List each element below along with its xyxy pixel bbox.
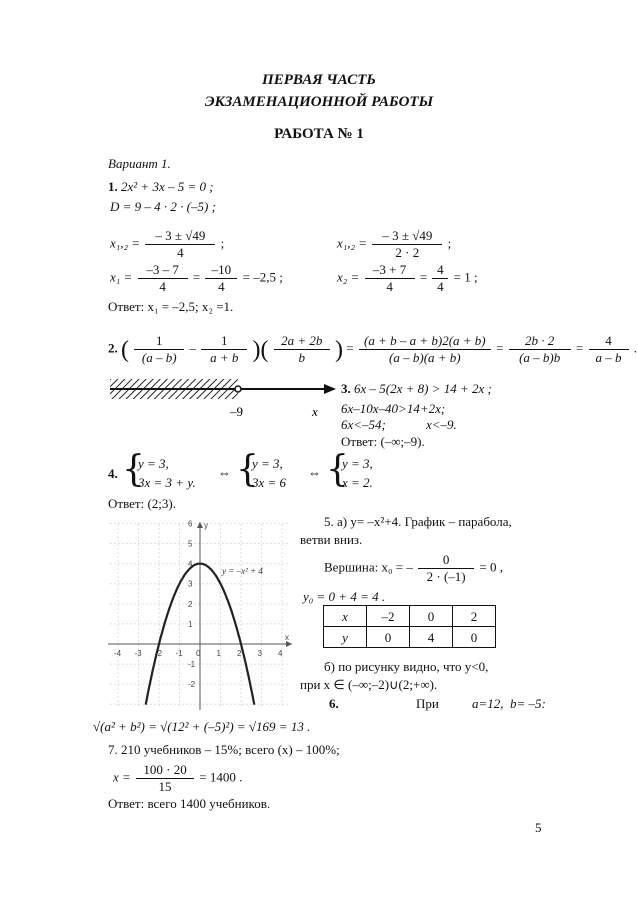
task1-eq: 1. 2x² + 3x – 5 = 0 ;: [108, 179, 214, 194]
graph-y-tick: 6: [188, 519, 193, 529]
task5-b-line2: при x ∈ (–∞;–2)∪(2;+∞).: [300, 677, 438, 692]
graph-y-arrow: [197, 522, 203, 528]
task7-formula: x = $\frac{100 \cdot 20}{15}$ = 1400 .: [113, 762, 243, 795]
task4-s2-a: y = 3,: [252, 456, 283, 471]
task1-x2: x₂ = $\frac{-3 + 7}{4}$ = $\frac{4}{4}$ = 1 ;: [337, 262, 478, 295]
graph-x-tick: 1: [216, 649, 221, 658]
graph-x-tick: 2: [237, 649, 242, 658]
task4-s3-a: y = 3,: [342, 456, 373, 471]
task5-y0: y₀ = 0 + 4 = 4 .: [303, 589, 386, 604]
task6-a-text: При: [416, 696, 439, 711]
task6-line: √(a² + b²) = √(12² + (–5)²) = √169 = 13 .: [93, 719, 311, 734]
table-cell: 4: [410, 627, 453, 648]
task5-line1: 5. а) y= –x²+4. График – парабола,: [324, 514, 512, 529]
graph-y-tick: -1: [188, 660, 196, 670]
task4-answer: Ответ: (2;3).: [108, 496, 176, 511]
graph-x-tick: -3: [134, 649, 142, 658]
system-brace-2: {: [236, 449, 259, 490]
system-brace-3: {: [326, 449, 349, 490]
table-cell: 0: [453, 627, 496, 648]
graph-x-tick: -1: [175, 649, 183, 658]
axis-arrow: [324, 384, 336, 394]
page-number: 5: [535, 820, 542, 835]
task3-line3b: x<–9.: [426, 417, 457, 432]
table-cell: y: [324, 627, 367, 648]
graph-formula: y = –x² + 4: [222, 566, 263, 576]
task7-answer: Ответ: всего 1400 учебников.: [108, 796, 271, 811]
table-cell: x: [324, 606, 367, 627]
task1-discriminant: D = 9 – 4 · 2 · (–5) ;: [110, 199, 216, 214]
graph-x-tick: -2: [155, 649, 163, 658]
system-brace-1: {: [122, 449, 145, 490]
task5-vertex: Вершина: x₀ = – $\frac{0}{2 \cdot (-1)}$ = 0 ,: [324, 552, 503, 585]
task4-s3-b: x = 2.: [342, 475, 373, 490]
table-cell: –2: [367, 606, 410, 627]
table-row: [324, 627, 496, 648]
graph-x-ticks: [114, 649, 283, 658]
graph-x-tick: 4: [278, 649, 283, 658]
values-table: [323, 605, 496, 648]
graph-y-tick: 1: [188, 619, 193, 629]
graph-y-tick: 3: [188, 579, 193, 589]
parabola-graph: [104, 518, 296, 714]
header-line1: ПЕРВАЯ ЧАСТЬ: [262, 72, 376, 88]
variant: Вариант 1.: [108, 156, 171, 171]
task4-s1-a: y = 3,: [138, 456, 169, 471]
task4-s2-b: 3x = 6: [252, 475, 287, 490]
graph-y-axis-label: y: [204, 521, 208, 530]
task6-num: 6.: [329, 696, 339, 711]
graph-y-tick: 4: [188, 559, 193, 569]
graph-x-tick: -4: [114, 649, 122, 658]
task6-b-val: b= –5:: [510, 696, 546, 711]
task2-expression: 2. ( $\frac{1}{(a - b)}$ – $\frac{1}{a + b}$ )( $\frac{2a + 2b}{b}$ ) = $\frac{(a + b - a + b)2(a + b)}{(a - b)(a + b)}$ = $\frac{2b \cdot 2}{(a - b)b}$ = $\frac{4}{a - b}$ .: [108, 333, 638, 366]
task5-b-line1: б) по рисунку видно, что y<0,: [324, 659, 489, 674]
graph-y-tick: -2: [188, 680, 196, 690]
task3-answer: Ответ: (–∞;–9).: [341, 434, 425, 449]
task3-line3a: 6x<–54;: [341, 417, 386, 432]
task3-line1: 3. 6x – 5(2x + 8) > 14 + 2x ;: [341, 381, 492, 396]
task6-a-val: a=12,: [472, 696, 504, 711]
graph-y-tick: 5: [188, 539, 193, 549]
equiv-2: ⇔: [308, 465, 321, 480]
header-line2: ЭКЗАМЕНАЦИОННОЙ РАБОТЫ: [204, 94, 434, 110]
task1-x1: x₁ = $\frac{-3 - 7}{4}$ = $\frac{-10}{4}$ = –2,5 ;: [110, 262, 283, 295]
number-line: [110, 372, 340, 422]
task7-line1: 7. 210 учебников – 15%; всего (x) – 100%;: [108, 742, 340, 757]
task1-roots-b: x₁,₂ = $\frac{- 3 \pm √49}{2 \cdot 2}$ ;: [337, 228, 452, 261]
table-row: [324, 606, 496, 627]
open-point: [235, 386, 241, 392]
graph-x-tick: 0: [196, 649, 201, 658]
graph-y-ticks: [188, 519, 196, 689]
axis-x-label: x: [312, 404, 318, 419]
graph-x-axis-label: x: [285, 633, 289, 642]
task3-line2: 6x–10x–40>14+2x;: [341, 401, 446, 416]
task1-answer: Ответ: x₁ = –2,5; x₂ =1.: [108, 299, 234, 314]
table-cell: 2: [453, 606, 496, 627]
task4-num: 4.: [108, 466, 118, 481]
table-cell: 0: [410, 606, 453, 627]
task1-roots-a: x₁,₂ = $\frac{- 3 \pm √49}{4}$ ;: [110, 228, 225, 261]
header-line3: РАБОТА № 1: [274, 126, 364, 142]
graph-x-tick: 3: [257, 649, 262, 658]
table-cell: 0: [367, 627, 410, 648]
task5-line2: ветви вниз.: [300, 532, 363, 547]
axis-point-label: –9: [230, 404, 243, 419]
equiv-1: ⇔: [218, 465, 231, 480]
graph-y-tick: 2: [188, 599, 193, 609]
task4-s1-b: 3x = 3 + y.: [138, 475, 196, 490]
